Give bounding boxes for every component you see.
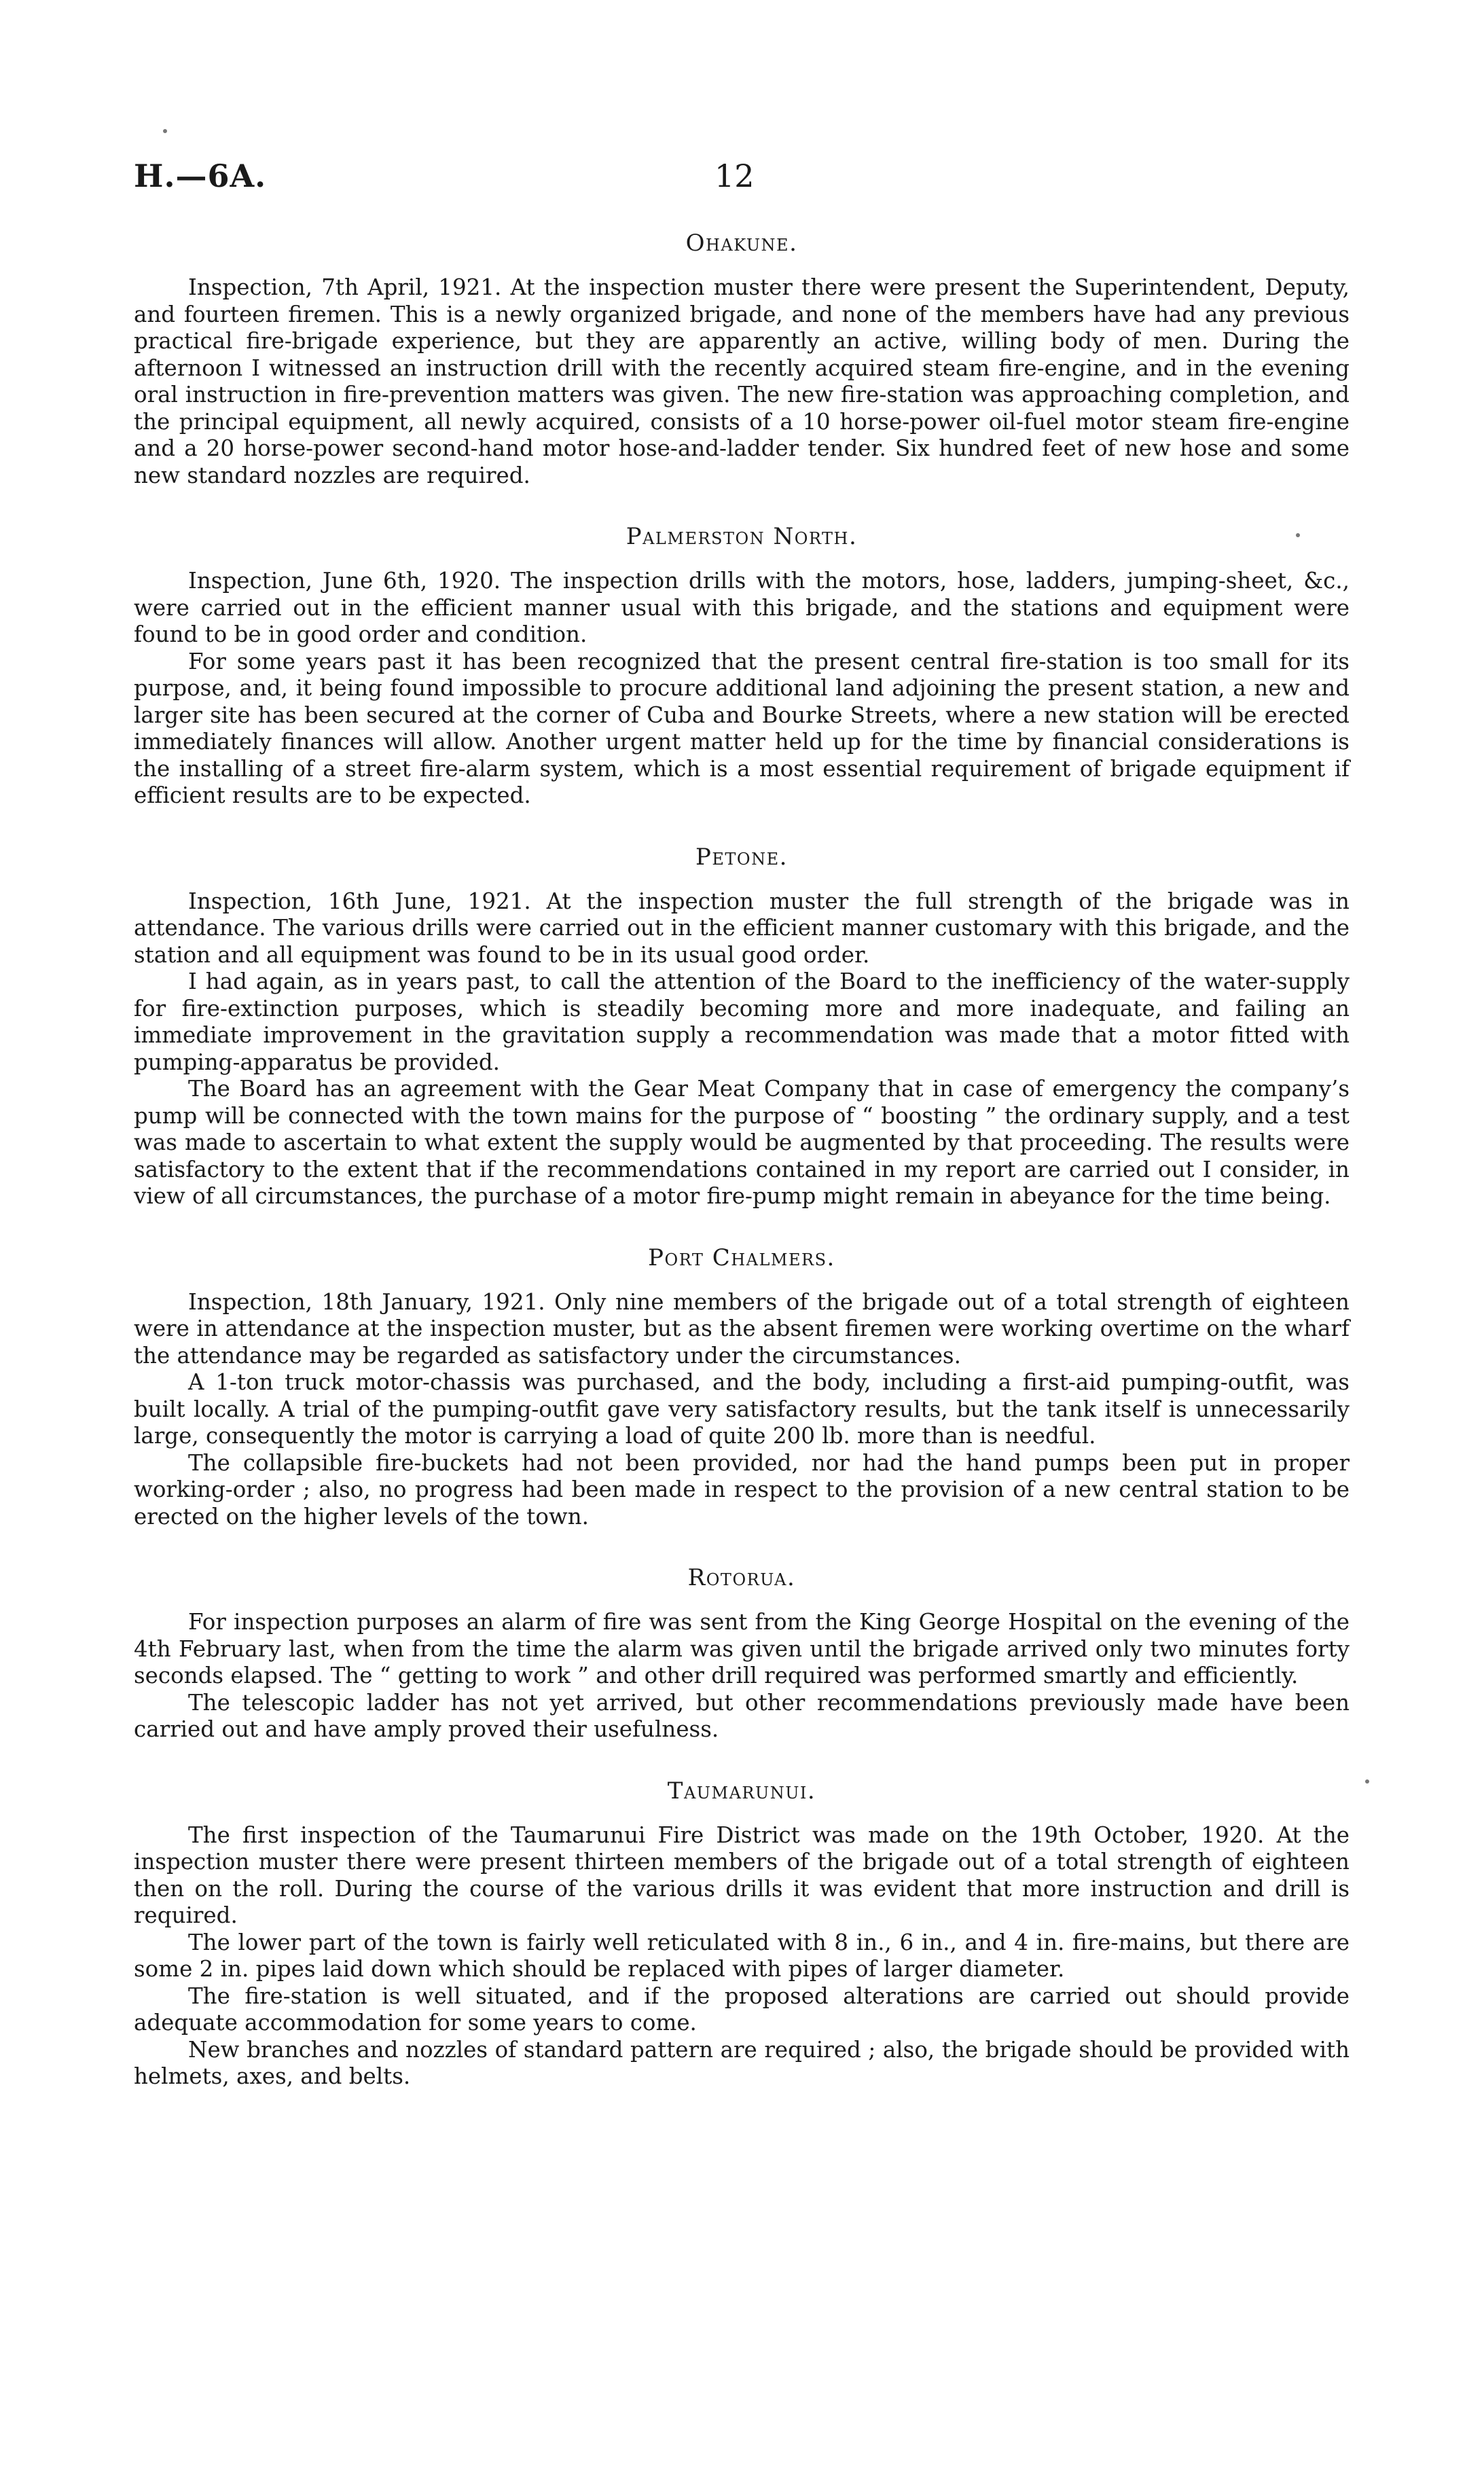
paragraph: The telescopic ladder has not yet arrived, but other recommendations previously made have been carried out and have amply proved their usefulness. <box>134 1689 1350 1742</box>
scan-speck <box>163 129 167 133</box>
section-heading: Port Chalmers. <box>648 1244 835 1271</box>
section-heading: Rotorua. <box>687 1564 796 1591</box>
section-taumarunui <box>134 1777 1350 2091</box>
section-port-chalmers <box>134 1244 1350 1531</box>
paragraph: For some years past it has been recognized that the present central fire-station is too small for its purpose, and, it being found impossible to procure additional land adjoining the present station, a new and larger site has been secured at the corner of Cuba and Bourke Streets, where a new station will be erected immediately finances will allow. Another urgent matter held up for the time by financial considerations is the installing of a street fire-alarm system, which is a most essential requirement of brigade equipment if efficient results are to be expected. <box>134 648 1350 808</box>
section-ohakune <box>134 230 1350 489</box>
running-header <box>134 158 1350 205</box>
section-heading: Taumarunui. <box>667 1777 816 1805</box>
document-body <box>134 230 1350 2124</box>
section-petone <box>134 844 1350 1210</box>
section-heading: Palmerston North. <box>626 523 858 550</box>
paragraph: I had again, as in years past, to call the attention of the Board to the inefficiency of the water-supply for fire-extinction purposes, which is steadily becoming more and more inadequate, and failing an immediate improvement in the gravitation supply a recommendation was made that a motor fitted with pumping-apparatus be provided. <box>134 969 1350 1075</box>
paragraph: The fire-station is well situated, and if the proposed alterations are carried out should provide adequate accommodation for some years to come. <box>134 1983 1350 2035</box>
section-palmerston-north <box>134 523 1350 810</box>
section-heading: Ohakune. <box>685 230 798 257</box>
scan-speck <box>1296 533 1300 537</box>
section-heading: Petone. <box>695 843 788 871</box>
paragraph: The Board has an agreement with the Gear Meat Company that in case of emergency the company’s pump will be connected with the town mains for the purpose of “ boosting ” the ordinary supply, and a test was made to ascertain to what extent the supply would be augmented by that proceeding. The results were satisfactory to the extent that if the recommendations contained in my report are carried out I consider, in view of all circumstances, the purchase of a motor fire-pump might remain in abeyance for the time being. <box>134 1076 1350 1209</box>
document-reference: H.—6A. <box>134 158 267 194</box>
paragraph: The first inspection of the Taumarunui Fire District was made on the 19th October, 1920. At the inspection muster there were present thirteen members of the brigade out of a total strength of eighteen then on the roll. During the course of the various drills it was evident that more instruction and drill is required. <box>134 1822 1350 1928</box>
paragraph: Inspection, 16th June, 1921. At the inspection muster the full strength of the brigade was in attendance. The various drills were carried out in the efficient manner customary with this brigade, and the station and all equipment was found to be in its usual good order. <box>134 888 1350 968</box>
paragraph: New branches and nozzles of standard pattern are required ; also, the brigade should be provided with helmets, axes, and belts. <box>134 2036 1350 2089</box>
paragraph: Inspection, 18th January, 1921. Only nine members of the brigade out of a total strength of eighteen were in attendance at the inspection muster, but as the absent firemen were working overtime on the wharf the attendance may be regarded as satisfactory under the circumstances. <box>134 1288 1350 1369</box>
section-rotorua <box>134 1564 1350 1743</box>
paragraph: Inspection, 7th April, 1921. At the inspection muster there were present the Superintendent, Deputy, and fourteen firemen. This is a newly organized brigade, and none of the members have had any previous practical fire-brigade experience, but they are apparently an active, willing body of men. During the afternoon I witnessed an instruction drill with the recently acquired steam fire-engine, and in the evening oral instruction in fire-prevention matters was given. The new fire-station was approaching completion, and the principal equipment, all newly acquired, consists of a 10 horse-power oil-fuel motor steam fire-engine and a 20 horse-power second-hand motor hose-and-ladder tender. Six hundred feet of new hose and some new standard nozzles are required. <box>134 274 1350 488</box>
paragraph: The lower part of the town is fairly well reticulated with 8 in., 6 in., and 4 in. fire-mains, but there are some 2 in. pipes laid down which should be replaced with pipes of larger diameter. <box>134 1929 1350 1982</box>
scan-speck <box>1365 1779 1369 1784</box>
page-number: 12 <box>714 158 755 194</box>
paragraph: Inspection, June 6th, 1920. The inspection drills with the motors, hose, ladders, jumping-sheet, &c., were carried out in the efficient manner usual with this brigade, and the stations and equipment were found to be in good order and condition. <box>134 568 1350 647</box>
paragraph: The collapsible fire-buckets had not been provided, nor had the hand pumps been put in proper working-order ; also, no progress had been made in respect to the provision of a new central station to be erected on the higher levels of the town. <box>134 1449 1350 1530</box>
paragraph: A 1-ton truck motor-chassis was purchased, and the body, including a first-aid pumping-outfit, was built locally. A trial of the pumping-outfit gave very satisfactory results, but the tank itself is unnecessarily large, consequently the motor is carrying a load of quite 200 lb. more than is needful. <box>134 1369 1350 1449</box>
paragraph: For inspection purposes an alarm of fire was sent from the King George Hospital on the evening of the 4th February last, when from the time the alarm was given until the brigade arrived only two minutes forty seconds elapsed. The “ getting to work ” and other drill required was performed smartly and efficiently. <box>134 1609 1350 1688</box>
